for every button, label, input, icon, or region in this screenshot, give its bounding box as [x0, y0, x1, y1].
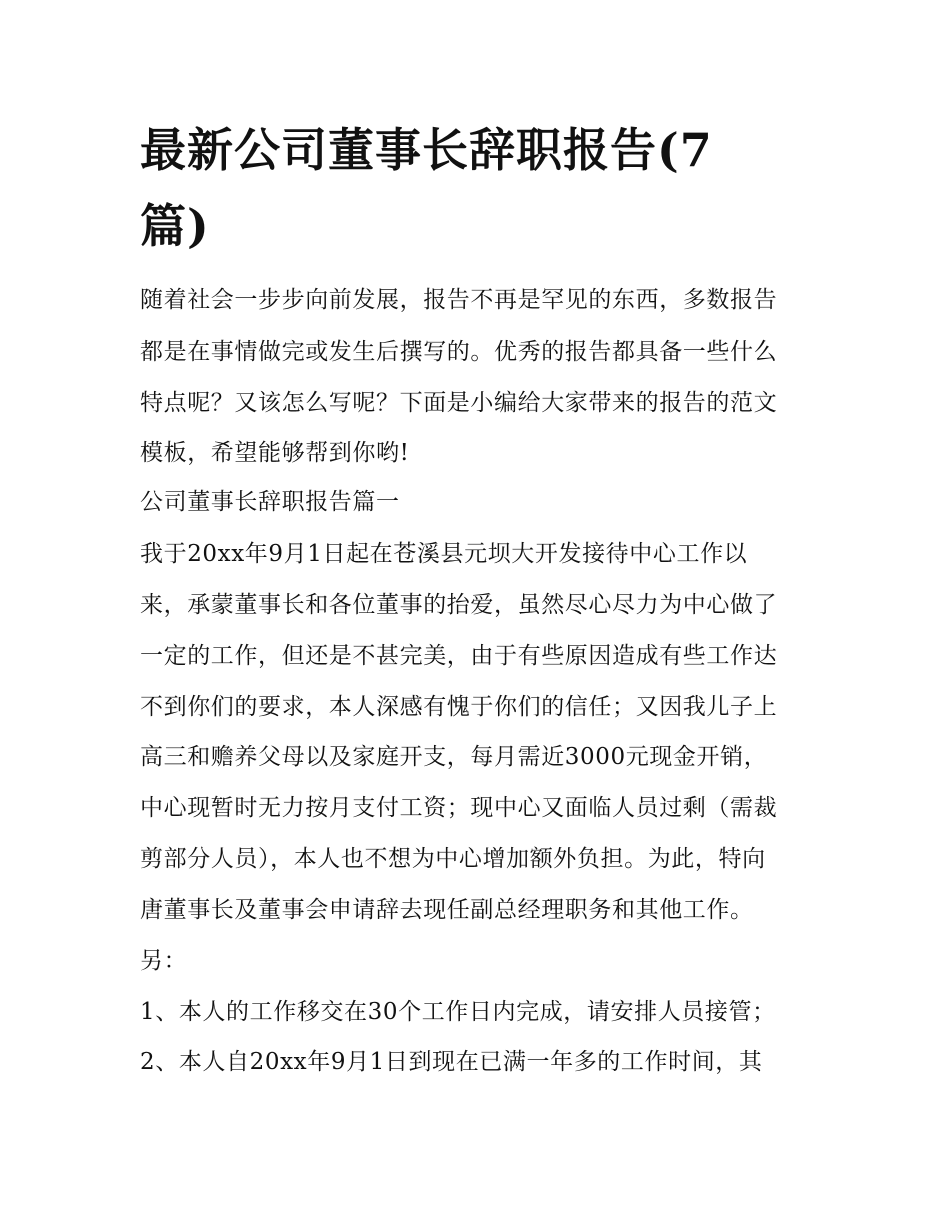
intro-line: 特点呢？又该怎么写呢？下面是小编给大家带来的报告的范文 — [140, 390, 778, 416]
title-line-1: 最新公司董事长辞职报告(7 — [140, 123, 713, 177]
document-title — [140, 112, 780, 264]
body-line: 剪部分人员），本人也不想为中心增加额外负担。为此，特向 — [140, 846, 766, 872]
body-line: 我于20xx年9月1日起在苍溪县元坝大开发接待中心工作以 — [140, 541, 748, 567]
body-line: 来，承蒙董事长和各位董事的抬爱，虽然尽心尽力为中心做了 — [140, 592, 778, 618]
intro-line: 都是在事情做完或发生后撰写的。优秀的报告都具备一些什么 — [140, 339, 778, 365]
body-line: 高三和赡养父母以及家庭开支，每月需近3000元现金开销， — [140, 744, 768, 770]
body-line: 2、本人自20xx年9月1日到现在已满一年多的工作时间，其 — [140, 1049, 763, 1075]
body-line: 另： — [140, 948, 188, 974]
body-line: 唐董事长及董事会申请辞去现任副总经理职务和其他工作。 — [140, 897, 754, 923]
section-heading: 公司董事长辞职报告篇一 — [140, 489, 400, 515]
body-line: 一定的工作，但还是不甚完美，由于有些原因造成有些工作达 — [140, 643, 778, 669]
body-line: 不到你们的要求，本人深感有愧于你们的信任；又因我儿子上 — [140, 694, 778, 720]
intro-line: 随着社会一步步向前发展，报告不再是罕见的东西，多数报告 — [140, 287, 778, 313]
intro-line: 模板，希望能够帮到你哟! — [140, 440, 410, 466]
body-line: 1、本人的工作移交在30个工作日内完成，请安排人员接管； — [140, 999, 776, 1025]
title-line-2: 篇) — [140, 199, 210, 253]
body-line: 中心现暂时无力按月支付工资；现中心又面临人员过剩（需裁 — [140, 795, 778, 821]
